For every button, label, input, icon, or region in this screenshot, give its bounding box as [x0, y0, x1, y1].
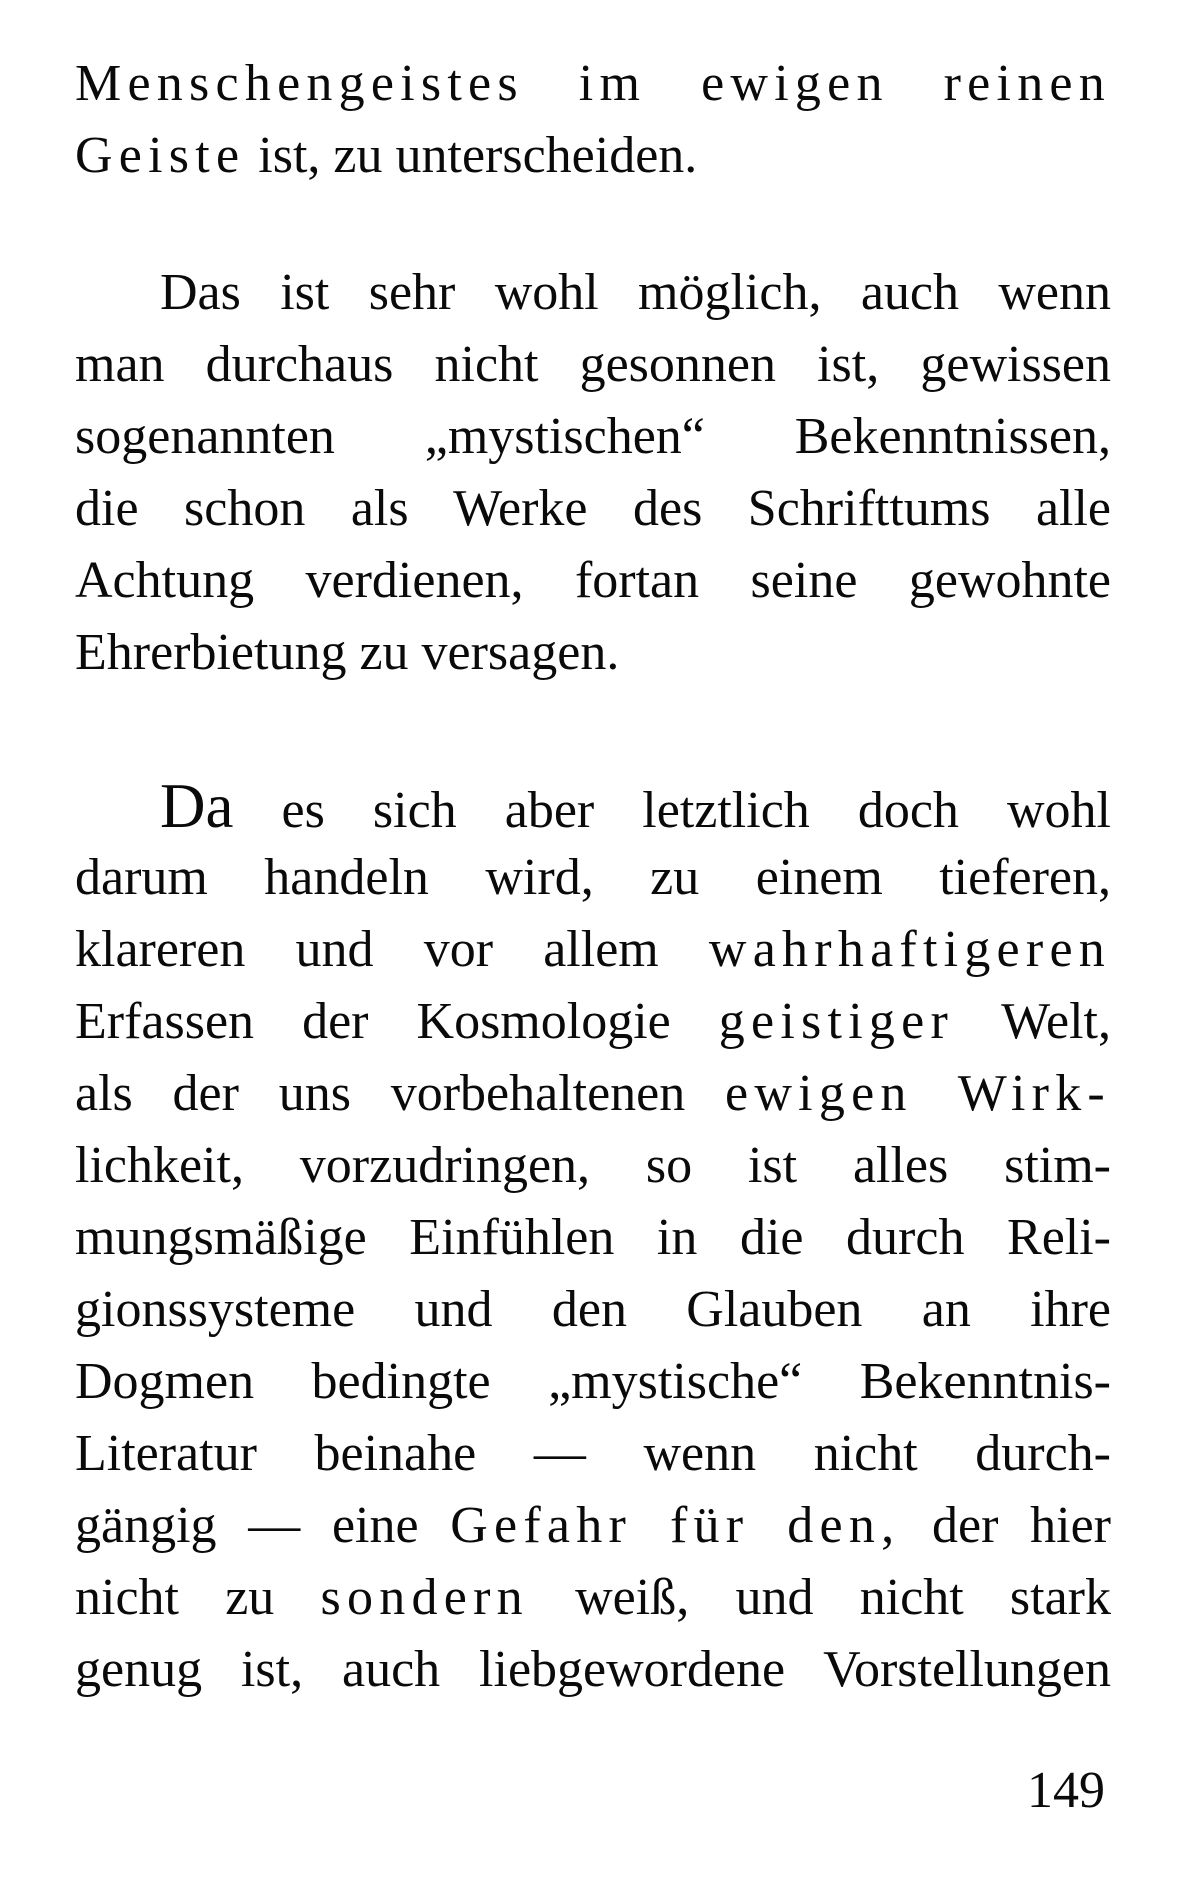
text-line	[75, 48, 1111, 120]
text-segment: Ehrerbietung zu versagen.	[75, 624, 620, 681]
paragraph-2	[75, 257, 1111, 689]
text-line	[75, 617, 1111, 689]
text-line	[75, 1418, 1111, 1490]
page-number: 149	[1027, 1762, 1105, 1819]
text-line	[75, 914, 1111, 986]
text-segment: man durchaus nicht gesonnen ist, gewissen	[75, 336, 1111, 393]
text-line	[75, 770, 1111, 842]
emphasized-text: sondern	[320, 1569, 529, 1626]
paragraph-initial: Da	[160, 771, 234, 841]
text-segment: lichkeit, vorzudringen, so ist alles stim-	[75, 1137, 1111, 1194]
text-segment: Erfassen der Kosmologie	[75, 993, 719, 1050]
text-line	[75, 545, 1111, 617]
text-segment: gionssysteme und den Glauben an ihre	[75, 1281, 1111, 1338]
text-line	[75, 1490, 1111, 1562]
text-line	[75, 1202, 1111, 1274]
text-line	[75, 473, 1111, 545]
text-line	[75, 1058, 1111, 1130]
emphasized-text: Gefahr für den,	[450, 1497, 901, 1554]
text-segment: klareren und vor allem	[75, 921, 709, 978]
text-segment: es sich aber letztlich doch wohl	[233, 782, 1111, 839]
text-line	[75, 1274, 1111, 1346]
text-segment: als der uns vorbehaltenen	[75, 1065, 726, 1122]
text-segment: Dogmen bedingte „mystische“ Bekenntnis-	[75, 1353, 1111, 1410]
text-line	[75, 1562, 1111, 1634]
text-line	[75, 1634, 1111, 1706]
text-segment: nicht zu	[75, 1569, 321, 1626]
text-segment: sogenannten „mystischen“ Bekenntnissen,	[75, 408, 1111, 465]
text-line	[75, 842, 1111, 914]
emphasized-text: geistiger	[718, 993, 954, 1050]
text-segment: Das ist sehr wohl möglich, auch wenn	[160, 264, 1111, 321]
text-block	[75, 48, 1111, 1706]
text-segment: Literatur beinahe — wenn nicht durch-	[75, 1425, 1111, 1482]
emphasized-text: Geiste	[75, 127, 246, 184]
text-segment: darum handeln wird, zu einem tieferen,	[75, 849, 1111, 906]
text-line	[75, 986, 1111, 1058]
text-segment: Welt,	[954, 993, 1111, 1050]
emphasized-text: wahrhaftigeren	[708, 921, 1111, 978]
paragraph-3	[75, 770, 1111, 1706]
text-line	[75, 257, 1111, 329]
text-segment: gängig — eine	[75, 1497, 451, 1554]
text-segment: Achtung verdienen, fortan seine gewohnte	[75, 552, 1111, 609]
text-line	[75, 1130, 1111, 1202]
text-line	[75, 329, 1111, 401]
text-line	[75, 1346, 1111, 1418]
paragraph-1	[75, 48, 1111, 192]
text-line	[75, 120, 1111, 192]
text-segment: die schon als Werke des Schrifttums alle	[75, 480, 1111, 537]
emphasized-text: Menschengeistes im ewigen reinen	[75, 55, 1111, 112]
text-segment: der hier	[900, 1497, 1111, 1554]
emphasized-text: ewigen Wirk-	[725, 1065, 1111, 1122]
text-segment: genug ist, auch liebgewordene Vorstellungen	[75, 1641, 1111, 1698]
text-line	[75, 401, 1111, 473]
text-segment: weiß, und nicht stark	[528, 1569, 1111, 1626]
text-segment: mungsmäßige Einfühlen in die durch Reli-	[75, 1209, 1111, 1266]
text-segment: ist, zu unterscheiden.	[245, 127, 698, 184]
